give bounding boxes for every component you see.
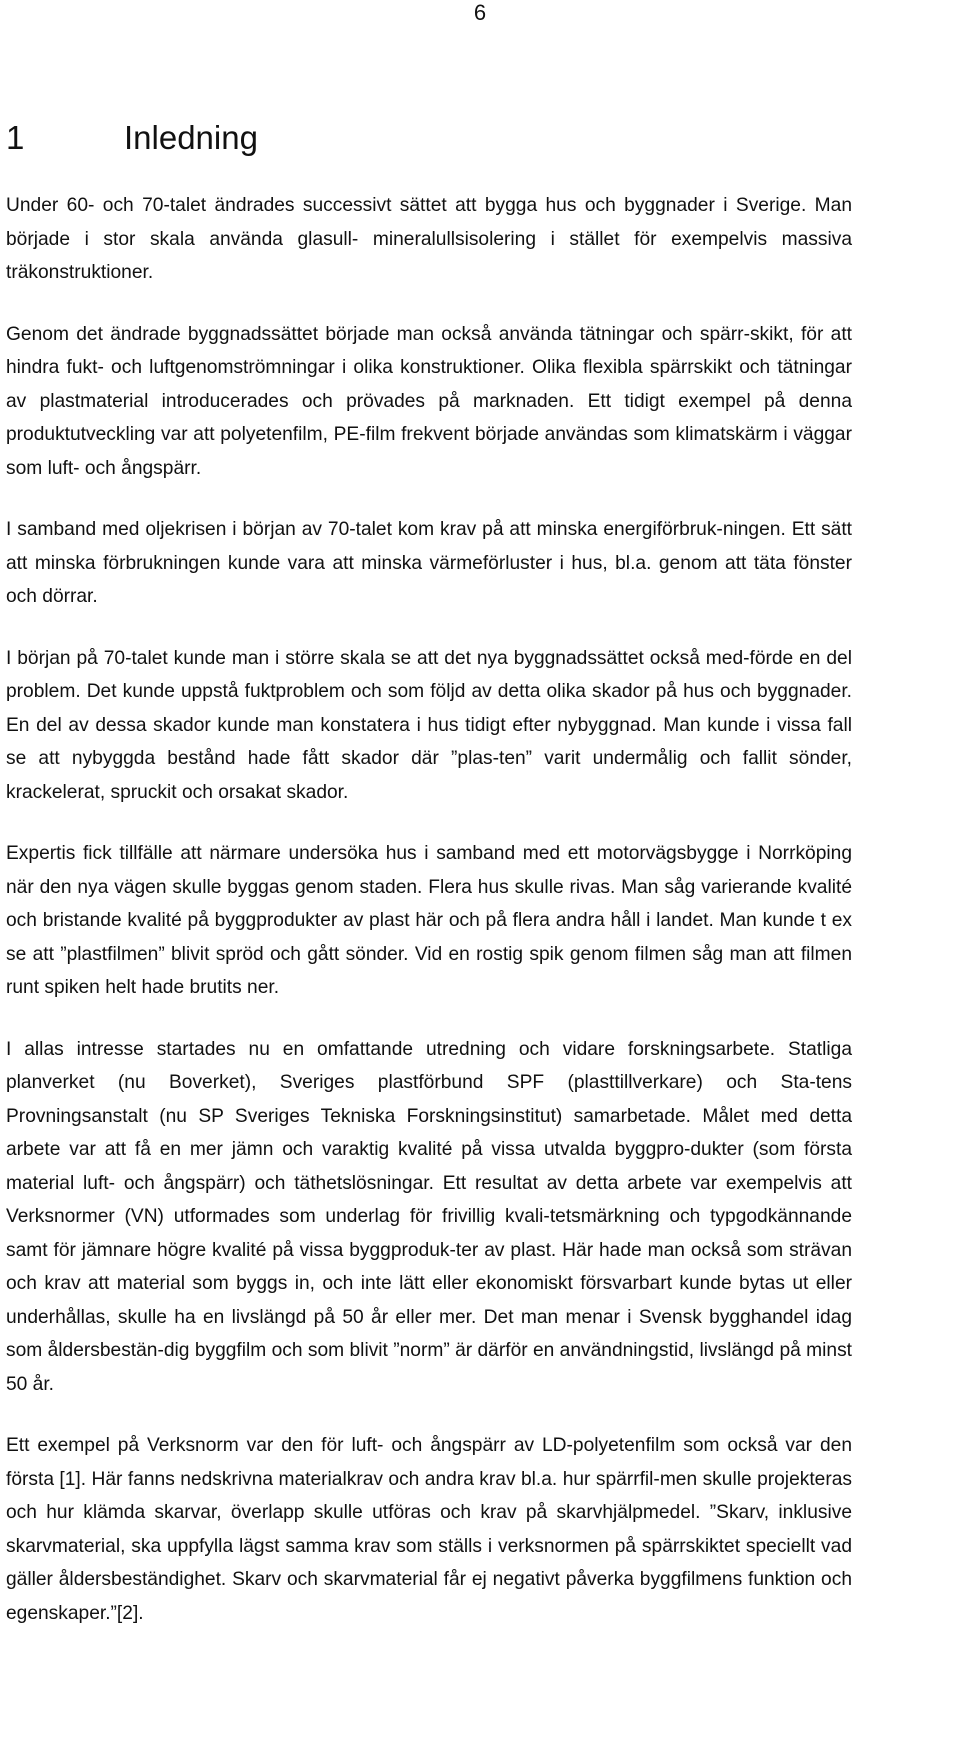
- paragraph-4: I början på 70-talet kunde man i större skala se att det nya byggnadssättet också med-förde en del problem. Det kunde uppstå fuktproblem och som följd av detta olika skador på hus och byggnader. En del av dessa skador kunde man konstatera i hus tidigt efter nybyggnad. Man kunde i vissa fall se att nybyggda bestånd hade fått skador där ”plas-ten” varit undermålig och fallit sönder, krackelerat, spruckit och orsakat skador.: [6, 647, 852, 803]
- paragraph-1: Under 60- och 70-talet ändrades successivt sättet att bygga hus och byggnader i Sverige. Man började i stor skala använda glasull- mineralullsisolering i stället för exempelvis massiva träkonstruktioner.: [6, 195, 852, 283]
- section-number: 1: [6, 119, 25, 156]
- body-text: [6, 189, 852, 1658]
- paragraph-2: Genom det ändrade byggnadssättet började man också använda tätningar och spärr-skikt, för att hindra fukt- och luftgenomströmningar i olika konstruktioner. Olika flexibla spärrskikt och tätningar av plastmaterial introducerades och prövades på marknaden. Ett tidigt exempel på denna produktutveckling var att polyetenfilm, PE-film frekvent började användas som klimatskärm i väggar som luft- och ångspärr.: [6, 323, 852, 479]
- section-heading: [6, 118, 258, 158]
- paragraph-7: Ett exempel på Verksnorm var den för luft- och ångspärr av LD-polyetenfilm som också var den första [1]. Här fanns nedskrivna materialkrav och andra krav bl.a. hur spärrfil-men skulle projekteras och hur klämda skarvar, överlapp skulle utföras och krav på skarvhjälpmedel. ”Skarv, inklusive skarvmaterial, ska uppfylla lägst samma krav som ställs i verksnormen på spärrskiktet speciellt vad gäller åldersbeständighet. Skarv och skarvmaterial får ej negativt påverka byggfilmens funktion och egenskaper.”[2].: [6, 1435, 852, 1624]
- paragraph-3: I samband med oljekrisen i början av 70-talet kom krav på att minska energiförbruk-ningen. Ett sätt att minska förbrukningen kunde vara att minska värmeförluster i hus, bl.a. genom att täta fönster och dörrar.: [6, 519, 852, 607]
- paragraph-6: I allas intresse startades nu en omfattande utredning och vidare forskningsarbete. Statliga planverket (nu Boverket), Sveriges plastförbund SPF (plasttillverkare) och Sta-tens Provningsanstalt (nu SP Sveriges Tekniska Forskningsinstitut) samarbetade. Målet med detta arbete var att få en mer jämn och varaktig kvalité på vissa utvalda byggpro-dukter (som första material luft- och ångspärr) och täthetslösningar. Ett resultat av detta arbete var exempelvis att Verksnormer (VN) utformades som underlag för frivillig kvali-tetsmärkning och typgodkännande samt för jämnare högre kvalité på vissa byggproduk-ter av plast. Här hade man också som strävan och krav att material som byggs in, och inte lätt eller ekonomiskt försvarbart kunde bytas ut eller underhållas, skulle ha en livslängd på 50 år eller mer. Det man menar i Svensk bygghandel idag som åldersbestän-dig byggfilm och som blivit ”norm” är därför en användningstid, livslängd på minst 50 år.: [6, 1038, 852, 1395]
- page-number: 6: [473, 0, 487, 25]
- paragraph-5: Expertis fick tillfälle att närmare undersöka hus i samband med ett motorvägsbygge i Norrköping när den nya vägen skulle byggas genom staden. Flera hus skulle rivas. Man såg varierande kvalité och bristande kvalité på byggprodukter av plast här och på flera andra håll i landet. Man kunde t ex se att ”plastfilmen” blivit spröd och gått sönder. Vid en rostig spik genom filmen såg man att filmen runt spiken helt hade brutits ner.: [6, 843, 852, 998]
- section-title: Inledning: [124, 119, 258, 156]
